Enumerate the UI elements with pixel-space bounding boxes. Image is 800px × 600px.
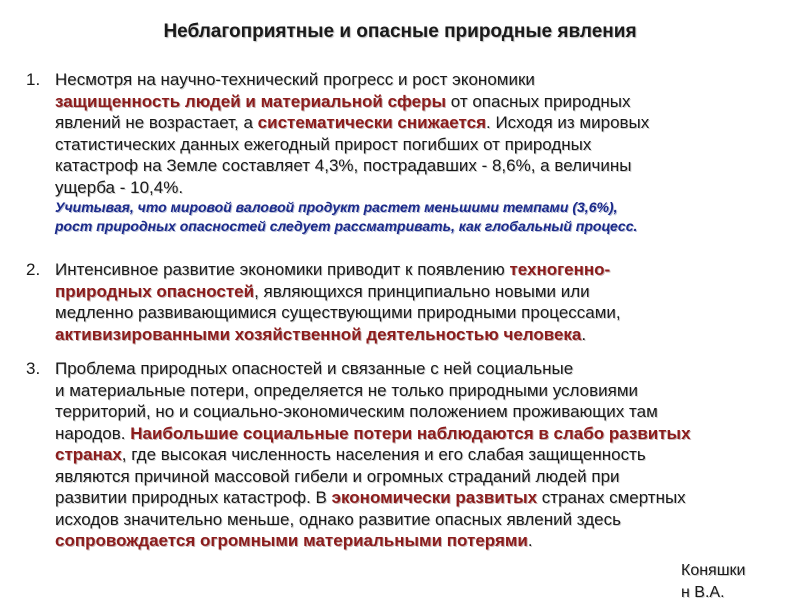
text-segment: медленно развивающимися существующими природными процессами, xyxy=(55,303,621,322)
item-2-line-2 xyxy=(55,281,785,303)
text-segment: и материальные потери, определяется не только природными условиями xyxy=(55,380,639,400)
text-segment: , где высокая численность населения и его слабая защищенность xyxy=(121,445,646,464)
text-segment: странах смертных xyxy=(537,488,686,507)
text-segment: . Исходя из мировых xyxy=(486,113,650,132)
item-2-line-1 xyxy=(55,259,785,281)
text-segment: катастроф на Земле составляет 4,3%, пострадавших - 8,6%, а величины xyxy=(55,156,632,175)
text-segment: . xyxy=(581,324,587,344)
item-3-line-7 xyxy=(55,487,785,509)
highlight-social-losses: Наибольшие социальные потери наблюдаются в слабо развитых xyxy=(130,423,691,443)
text-segment: ущерба - 10,4%. xyxy=(55,177,184,197)
item-3-line-6 xyxy=(55,466,785,488)
text-segment: от опасных природных xyxy=(446,91,631,111)
list-item-3 xyxy=(55,358,785,552)
author-line-2: н В.А. xyxy=(681,584,725,600)
item-3-line-8 xyxy=(55,509,785,531)
highlight-protection: защищенность людей и материальной сферы xyxy=(55,91,447,111)
list-item-1-number: 1. xyxy=(26,70,41,89)
item-3-line-2 xyxy=(55,380,785,402)
highlight-decreasing: систематически снижается xyxy=(257,113,487,132)
item-1-line-6 xyxy=(55,177,785,199)
item-1-line-3 xyxy=(55,112,785,134)
text-segment: исходов значительно меньше, однако развитие опасных явлений здесь xyxy=(55,509,621,529)
highlight-countries: странах xyxy=(55,445,122,464)
item-1-line-1 xyxy=(55,69,785,91)
highlight-natural-hazards: природных опасностей xyxy=(55,281,255,301)
text-segment: Интенсивное развитие экономики приводит к появлению xyxy=(55,260,510,279)
item-2-line-3 xyxy=(55,302,785,324)
highlight-activated: активизированными хозяйственной деятельностью человека xyxy=(55,324,582,344)
slide-title: Неблагоприятные и опасные природные явления xyxy=(163,21,637,42)
list-item-2-number: 2. xyxy=(26,260,41,279)
item-3-line-3 xyxy=(55,401,785,423)
text-segment: . xyxy=(527,531,533,550)
highlight-material-losses: сопровождается огромными материальными потерями xyxy=(55,531,528,550)
item-1-line-2 xyxy=(55,91,785,113)
text-segment: народов. xyxy=(55,423,131,443)
list-item-2 xyxy=(55,259,785,345)
text-segment: Проблема природных опасностей и связанные с ней социальные xyxy=(55,359,574,378)
author-credit xyxy=(681,560,746,600)
text-segment: Несмотря на научно-технический прогресс и рост экономики xyxy=(55,70,535,89)
item-1-note-line-1: Учитывая, что мировой валовой продукт растет меньшими темпами (3,6%), xyxy=(55,199,618,215)
list-item-1 xyxy=(55,69,785,236)
text-segment: территорий, но и социально-экономическим положением проживающих там xyxy=(55,402,658,421)
text-segment: являются причиной массовой гибели и огромных страданий людей при xyxy=(55,466,620,486)
highlight-developed: экономически развитых xyxy=(331,488,538,507)
text-segment: , являющихся принципиально новыми или xyxy=(254,281,590,301)
highlight-technogenic: техногенно- xyxy=(509,260,611,279)
text-segment: развитии природных катастроф. В xyxy=(55,488,332,507)
list-item-3-number: 3. xyxy=(26,359,41,378)
item-2-line-4 xyxy=(55,324,785,346)
item-3-line-5 xyxy=(55,444,785,466)
item-3-line-9 xyxy=(55,530,785,552)
text-segment: явлений не возрастает, а xyxy=(55,113,258,132)
item-3-line-1 xyxy=(55,358,785,380)
item-1-note-line-2: рост природных опасностей следует рассматривать, как глобальный процесс. xyxy=(55,218,638,234)
author-line-1: Коняшки xyxy=(681,562,746,579)
item-3-line-4 xyxy=(55,423,785,445)
item-1-line-4 xyxy=(55,134,785,156)
item-1-line-5 xyxy=(55,155,785,177)
text-segment: статистических данных ежегодный прирост погибших от природных xyxy=(55,134,592,154)
